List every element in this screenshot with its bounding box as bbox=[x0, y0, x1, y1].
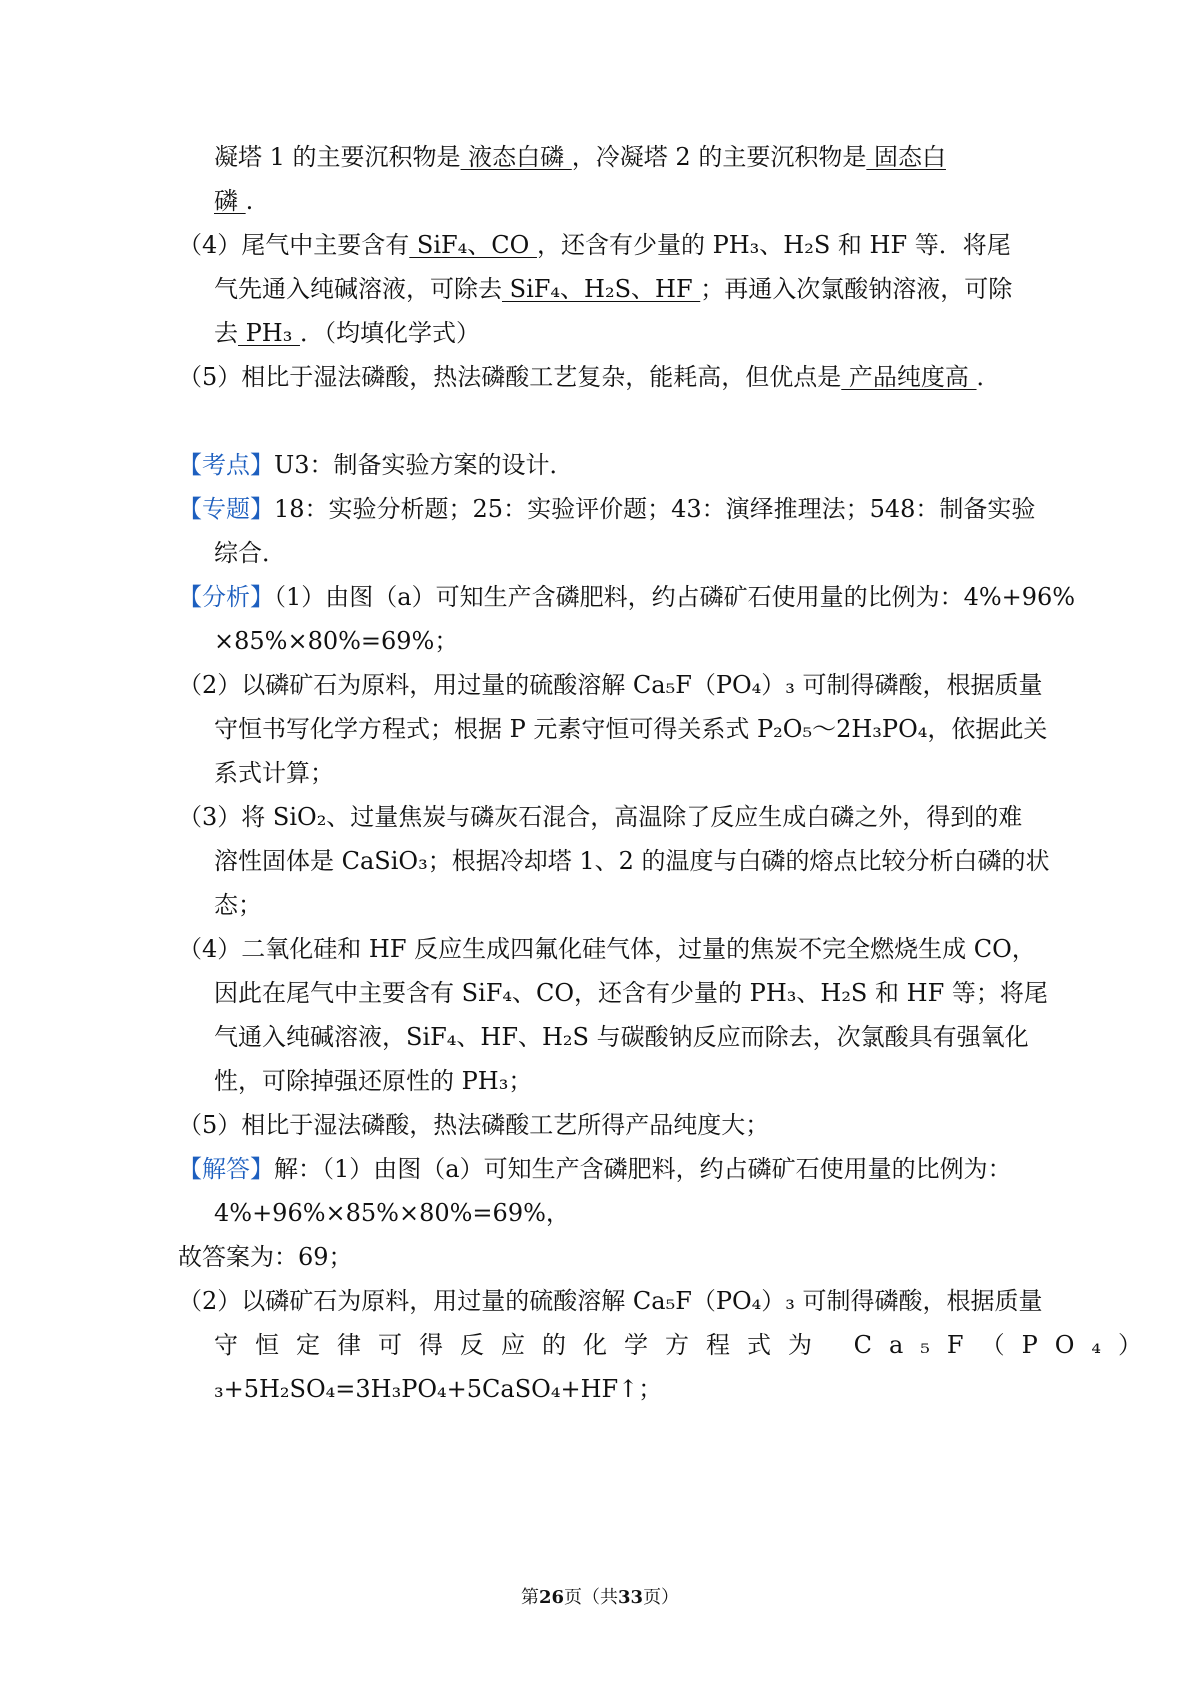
text-span: 解：（1）由图（a）可知生产含磷肥料，约占磷矿石使用量的比例为： bbox=[274, 1155, 1012, 1183]
fenxi-tag: 【分析】 bbox=[178, 583, 274, 611]
text-line bbox=[178, 1108, 1038, 1142]
text-line bbox=[214, 316, 1054, 350]
text-span: 凝塔 1 的主要沉积物是 bbox=[214, 143, 461, 171]
answer-blank: 液态白磷 bbox=[460, 143, 572, 171]
jieda-tag: 【解答】 bbox=[178, 1155, 274, 1183]
page-footer bbox=[0, 1586, 1200, 1610]
text-span: 性，可除掉强还原性的 PH₃； bbox=[214, 1067, 533, 1095]
text-line bbox=[214, 536, 1054, 570]
text-span: （3）将 SiO₂、过量焦炭与磷灰石混合，高温除了反应生成白磷之外，得到的难 bbox=[178, 803, 1023, 831]
zhuanti-tag: 【专题】 bbox=[178, 495, 274, 523]
text-span: 因此在尾气中主要含有 SiF₄、CO，还含有少量的 PH₃、H₂S 和 HF 等；将尾 bbox=[214, 979, 1048, 1007]
text-line bbox=[178, 800, 1038, 834]
text-span: 态； bbox=[214, 891, 262, 919]
text-span: ；再通入次氯酸钠溶液，可除 bbox=[700, 275, 1013, 303]
text-span: ，还含有少量的 PH₃、H₂S 和 HF 等．将尾 bbox=[536, 231, 1011, 259]
kaodian-tag: 【考点】 bbox=[178, 451, 274, 479]
text-line bbox=[214, 1372, 1054, 1406]
footer-text: 页（共 bbox=[564, 1587, 618, 1608]
text-span: 气通入纯碱溶液，SiF₄、HF、H₂S 与碳酸钠反应而除去，次氯酸具有强氧化 bbox=[214, 1023, 1029, 1051]
text-line bbox=[214, 712, 1054, 746]
text-span: 综合． bbox=[214, 539, 286, 567]
text-line bbox=[214, 844, 1054, 878]
total-pages: 33 bbox=[618, 1587, 644, 1608]
text-line bbox=[214, 624, 1054, 658]
text-line bbox=[178, 360, 1038, 394]
text-span: 去 bbox=[214, 319, 238, 347]
text-line bbox=[214, 1020, 1054, 1054]
text-line bbox=[214, 140, 1054, 174]
text-span: （4）尾气中主要含有 bbox=[178, 231, 410, 259]
text-line bbox=[178, 668, 1043, 702]
text-span: U3：制备实验方案的设计． bbox=[274, 451, 574, 479]
text-span: （4）二氧化硅和 HF 反应生成四氟化硅气体，过量的焦炭不完全燃烧生成 CO， bbox=[178, 935, 1036, 963]
text-span: ₃+5H₂SO₄=3H₃PO₄+5CaSO₄+HF↑； bbox=[214, 1375, 663, 1403]
answer-blank: 磷 bbox=[214, 187, 246, 215]
text-line bbox=[178, 228, 1038, 262]
answer-blank: 固态白 bbox=[866, 143, 946, 171]
text-line bbox=[214, 1328, 1160, 1362]
answer-blank: SiF₄、H₂S、HF bbox=[502, 275, 701, 303]
text-line bbox=[214, 184, 1054, 218]
text-line bbox=[214, 272, 1054, 306]
text-span: 18：实验分析题；25：实验评价题；43：演绎推理法；548：制备实验 bbox=[274, 495, 1036, 523]
footer-text: 第 bbox=[520, 1587, 539, 1608]
text-span: （2）以磷矿石为原料，用过量的硫酸溶解 Ca₅F（PO₄）₃ 可制得磷酸，根据质量 bbox=[178, 1287, 1043, 1315]
text-span: 系式计算； bbox=[214, 759, 334, 787]
footer-text: 页） bbox=[643, 1587, 680, 1608]
text-line bbox=[178, 1240, 1038, 1274]
answer-blank: 产品纯度高 bbox=[841, 363, 977, 391]
text-line bbox=[178, 932, 1038, 966]
text-line bbox=[214, 1064, 1054, 1098]
answer-blank: PH₃ bbox=[238, 319, 300, 347]
text-line bbox=[214, 1196, 1054, 1230]
jieda-line bbox=[178, 1152, 1038, 1186]
zhuanti-line bbox=[178, 492, 1038, 526]
text-line bbox=[214, 976, 1054, 1010]
text-span: 溶性固体是 CaSiO₃；根据冷却塔 1、2 的温度与白磷的熔点比较分析白磷的状 bbox=[214, 847, 1050, 875]
fenxi-line bbox=[178, 580, 1076, 614]
text-span: ． bbox=[976, 363, 1001, 391]
text-line bbox=[214, 756, 1054, 790]
text-span: 守恒定律可得反应的化学方程式为 Ca₅F（PO₄） bbox=[214, 1331, 1160, 1359]
text-span: 守恒书写化学方程式；根据 P 元素守恒可得关系式 P₂O₅～2H₃PO₄，依据此关 bbox=[214, 715, 1048, 743]
kaodian-line bbox=[178, 448, 1038, 482]
answer-blank: SiF₄、CO bbox=[409, 231, 537, 259]
text-line bbox=[214, 888, 1054, 922]
text-span: （5）相比于湿法磷酸，热法磷酸工艺所得产品纯度大； bbox=[178, 1111, 770, 1139]
text-line bbox=[178, 1284, 1043, 1318]
text-span: . bbox=[245, 187, 254, 215]
text-span: 4%+96%×85%×80%=69%， bbox=[214, 1199, 570, 1227]
text-span: （5）相比于湿法磷酸，热法磷酸工艺复杂，能耗高，但优点是 bbox=[178, 363, 842, 391]
text-span: ×85%×80%=69%； bbox=[214, 627, 459, 655]
text-span: 故答案为：69； bbox=[178, 1243, 353, 1271]
text-span: （2）以磷矿石为原料，用过量的硫酸溶解 Ca₅F（PO₄）₃ 可制得磷酸，根据质量 bbox=[178, 671, 1043, 699]
text-span: ，冷凝塔 2 的主要沉积物是 bbox=[571, 143, 867, 171]
text-span: （1）由图（a）可知生产含磷肥料，约占磷矿石使用量的比例为：4%+96% bbox=[274, 583, 1076, 611]
text-span: 气先通入纯碱溶液，可除去 bbox=[214, 275, 502, 303]
page-number: 26 bbox=[538, 1587, 564, 1608]
text-span: ．（均填化学式） bbox=[299, 319, 480, 347]
